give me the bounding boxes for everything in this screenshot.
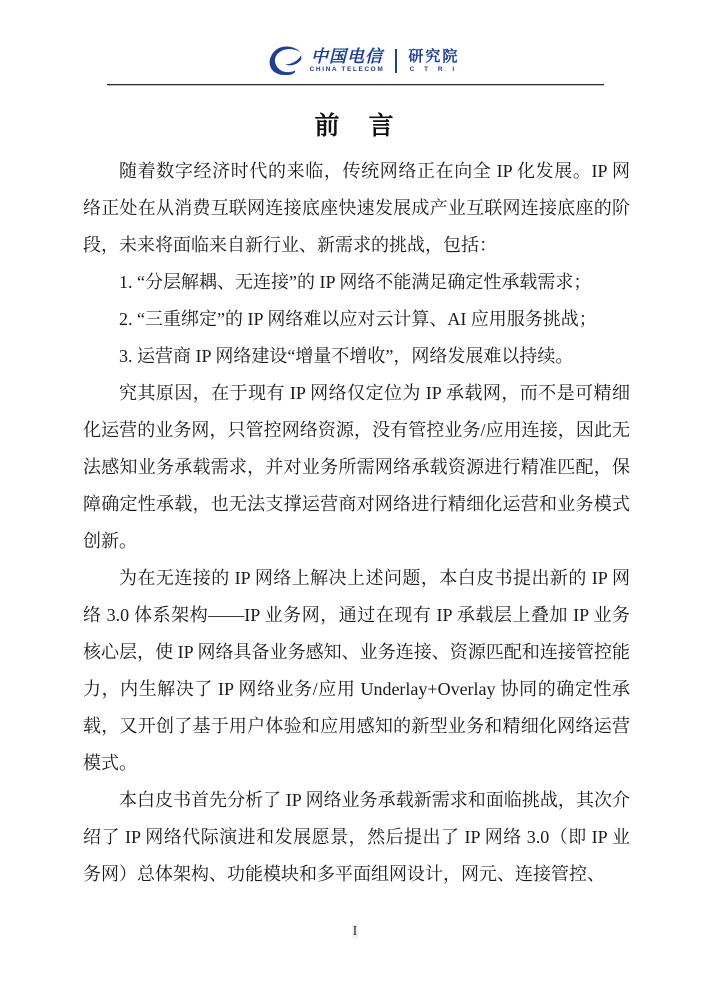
paragraph-outline: 本白皮书首先分析了 IP 网络业务承载新需求和面临挑战，其次介绍了 IP 网络代际演进和发展愿景，然后提出了 IP 网络 3.0（即 IP 业务网）总体架构、功能模块和多平面组网设计，网元、连接管控、 (83, 790, 630, 884)
org-name-cn: 研究院 (408, 47, 460, 65)
document-body (83, 153, 630, 893)
paragraph-proposal: 为在无连接的 IP 网络上解决上述问题，本白皮书提出新的 IP 网络 3.0 体系架构——IP 业务网，通过在现有 IP 承载层上叠加 IP 业务核心层，使 IP 网络具备业务感知、业务连接、资源匹配和连接管控能力，内生解决了 IP 网络业务/应用 Underlay+Overlay 协同的确定性承载，又开创了基于用户体验和应用感知的新型业务和精细化网络运营模式。 (83, 568, 630, 773)
brand-name-cn: 中国电信 (310, 47, 383, 67)
paragraph-reason: 究其原因，在于现有 IP 网络仅定位为 IP 承载网，而不是可精细化运营的业务网，只管控网络资源，没有管控业务/应用连接，因此无法感知业务承载需求，并对业务所需网络承载资源进行精准匹配，保障确定性承载，也无法支撑运营商对网络进行精细化运营和业务模式创新。 (83, 383, 630, 551)
org-text (408, 49, 459, 74)
list-item-1: 1. “分层解耦、无连接”的 IP 网络不能满足确定性承载需求； (119, 272, 592, 292)
china-telecom-logo (18, 42, 710, 80)
list-item-2: 2. “三重绑定”的 IP 网络难以应对云计算、AI 应用服务挑战； (119, 309, 597, 329)
list-item-3: 3. 运营商 IP 网络建设“增量不增收”，网络发展难以持续。 (119, 346, 574, 366)
page-number: I (352, 924, 358, 939)
logo-divider (395, 49, 397, 73)
org-name-en: C T R I (409, 65, 459, 73)
page-footer (0, 924, 710, 940)
page-title: 前 言 (314, 112, 396, 140)
header-rule (107, 84, 604, 86)
brand-name-en: CHINA TELECOM (309, 66, 385, 74)
brand-text (310, 48, 385, 74)
paragraph-intro: 随着数字经济时代的来临，传统网络正在向全 IP 化发展。IP 网络正处在从消费互联网连接底座快速发展成产业互联网连接底座的阶段，未来将面临来自新行业、新需求的挑战，包括： (83, 161, 630, 255)
china-telecom-logo-icon (269, 46, 303, 76)
page-header (0, 0, 710, 86)
